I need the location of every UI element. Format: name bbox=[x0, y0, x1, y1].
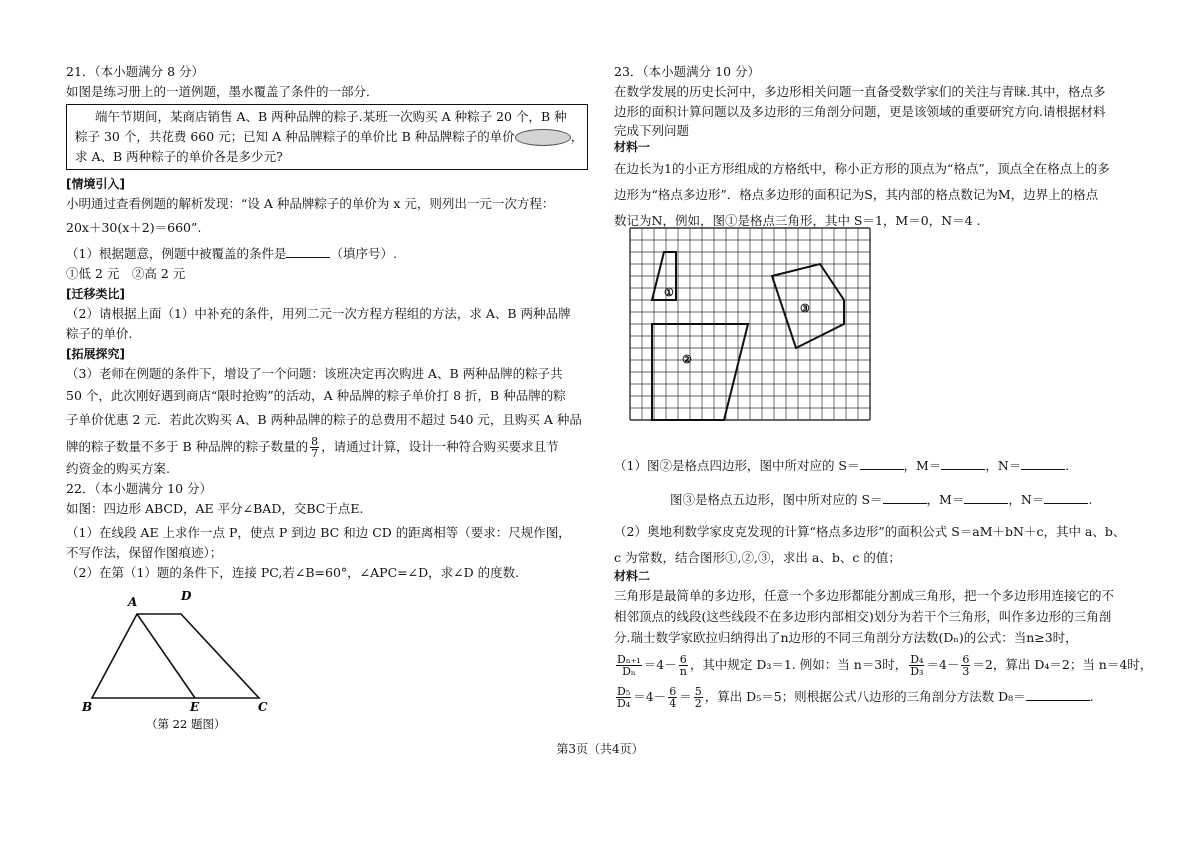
formula-rest: ，其中规定 D₃＝1. 例如：当 n＝3时， bbox=[689, 657, 908, 672]
q22-line1: 如图：四边形 ABCD，AE 平分∠BAD，交BC于点E. bbox=[66, 501, 364, 516]
frac-numerator: 8 bbox=[311, 435, 319, 448]
q21-part1 bbox=[66, 244, 594, 264]
q23-line2: 边形的面积计算问题以及多边形的三角剖分问题，更是该领域的重要研究方向.请根据材料 bbox=[614, 104, 1106, 119]
m1-line2: 边形为“格点多边形”．格点多边形的面积记为S，其内部的格点数记为M，边界上的格点 bbox=[614, 187, 1099, 202]
ink-blot-icon bbox=[515, 129, 571, 146]
p1-n-label: ，N＝ bbox=[985, 458, 1022, 473]
answer-blank-s2[interactable] bbox=[860, 456, 904, 470]
frac-d4-d3 bbox=[909, 654, 924, 677]
formula-rest: ＝2，算出 D₄＝2；当 n＝4时， bbox=[972, 657, 1153, 672]
answer-blank[interactable] bbox=[286, 244, 330, 258]
answer-blank-d8[interactable] bbox=[1026, 687, 1090, 701]
label-d: D bbox=[181, 589, 192, 603]
q21-box-line1: 端午节期间，某商店销售 A、B 两种品牌的粽子.某班一次购买 A 种粽子 20 个，B 种 bbox=[95, 109, 567, 124]
p1b-m-label: ，M＝ bbox=[926, 492, 965, 507]
q21-section-transfer: [迁移类比] bbox=[66, 287, 125, 301]
q21-part3-line3: 子单价优惠 2 元．若此次购买 A、B 两种品牌的粽子的总费用不超过 540 元，且购买 A 种品 bbox=[66, 412, 582, 427]
frac-den: 3 bbox=[962, 665, 970, 678]
q21-box-line3: 求 A、B 两种粽子的单价各是多少元? bbox=[75, 149, 283, 164]
answer-blank-n2[interactable] bbox=[1021, 456, 1065, 470]
p1-m-label: ，M＝ bbox=[903, 458, 942, 473]
frac-num: 6 bbox=[962, 653, 970, 666]
formula-end: . bbox=[1089, 689, 1094, 704]
q21-equation: 20x＋30(x＋2)＝660”. bbox=[66, 220, 202, 235]
m2-line2: 相邻顶点的线段(这些线段不在多边形内部相交)划分为若干个三角形，叫作多边形的三角剖 bbox=[614, 609, 1112, 624]
formula-mid: ＝4－ bbox=[926, 657, 960, 672]
figure-caption: （第 22 题图） bbox=[146, 717, 226, 731]
label-circled-2: ② bbox=[682, 353, 692, 366]
m1-line3: 数记为N，例如，图①是格点三角形，其中 S＝1，M＝0，N＝4 . bbox=[614, 213, 981, 228]
left-column bbox=[66, 62, 594, 583]
q21-part3-line4 bbox=[66, 436, 594, 459]
answer-blank-n3[interactable] bbox=[1044, 490, 1088, 504]
formula-mid: ＝4－ bbox=[643, 657, 677, 672]
q21-part1-text: （1）根据题意，例题中被覆盖的条件是 bbox=[66, 246, 287, 261]
answer-blank-m3[interactable] bbox=[964, 490, 1008, 504]
p1-line bbox=[614, 448, 1144, 484]
frac-dn1-dn bbox=[616, 654, 642, 677]
fraction-8-7 bbox=[310, 436, 319, 459]
q22-line2: （1）在线段 AE 上求作一点 P，使点 P 到边 BC 和边 CD 的距离相等（要求：尺规作图， bbox=[66, 525, 571, 540]
m2-line3: 分.瑞士数学家欧拉归纳得出了n边形的不同三角剖分方法数(Dₙ)的公式：当n≥3时， bbox=[614, 630, 1078, 645]
p2-line1: （2）奥地利数学家皮克发现的计算“格点多边形”的面积公式 S＝aM＋bN＋c，其中 a、b、 bbox=[614, 524, 1126, 539]
frac-num: D₄ bbox=[910, 653, 924, 666]
material-one-title: 材料一 bbox=[614, 140, 651, 154]
frac-den: 4 bbox=[669, 697, 677, 710]
frac-den: D₄ bbox=[617, 697, 631, 710]
label-e: E bbox=[190, 700, 200, 714]
formula-line2 bbox=[614, 682, 1144, 712]
q21-box-line2 bbox=[75, 127, 584, 147]
q21-part3-line5: 约资金的购买方案. bbox=[66, 461, 170, 476]
q21-part3-line4-text: 牌的粽子数量不多于 B 种品牌的粽子数量的 bbox=[66, 439, 309, 454]
material-two-title: 材料二 bbox=[614, 569, 651, 583]
label-a: A bbox=[128, 595, 138, 609]
q22-line3: 不写作法，保留作图痕迹）； bbox=[66, 545, 223, 560]
q22-line4: （2）在第（1）题的条件下，连接 PC,若∠B=60°，∠APC=∠D，求∠D 的度数. bbox=[66, 565, 520, 580]
q21-box-line2-text: 粽子 30 个，共花费 660 元；已知 A 种品牌粽子的单价比 B 种品牌粽子的单价 bbox=[75, 129, 515, 144]
q21-box-line2-comma: ， bbox=[570, 129, 584, 144]
p1-s-label: （1）图②是格点四边形，图中所对应的 S＝ bbox=[614, 458, 860, 473]
frac-num: D₅ bbox=[617, 685, 631, 698]
label-circled-1: ① bbox=[664, 286, 674, 299]
frac-denominator: 7 bbox=[311, 447, 319, 460]
q21-part3-line4-tail: ，请通过计算，设计一种符合购买要求且节 bbox=[321, 439, 559, 454]
frac-num: 6 bbox=[679, 653, 687, 666]
q21-options: ①低 2 元 ②高 2 元 bbox=[66, 266, 186, 281]
formula-rest: ，算出 D₅＝5；则根据公式八边形的三角剖分方法数 D₈＝ bbox=[704, 689, 1026, 704]
q21-part2-line2: 粽子的单价. bbox=[66, 326, 133, 341]
p1b-line bbox=[614, 484, 1144, 516]
frac-6-4 bbox=[668, 686, 677, 709]
p2-line2: c 为常数，结合图形①,②,③，求出 a、b、c 的值； bbox=[614, 550, 901, 565]
frac-den: D₃ bbox=[910, 665, 924, 678]
formula-eq: ＝ bbox=[679, 689, 692, 704]
m2-line1: 三角形是最简单的多边形，任意一个多边形都能分割成三角形，把一个多边形用连接它的不 bbox=[614, 588, 1115, 603]
q23-line1: 在数学发展的历史长河中，多边形相关问题一直备受数学家们的关注与青睐.其中，格点多 bbox=[614, 84, 1106, 99]
p1b-n-label: ，N＝ bbox=[1008, 492, 1045, 507]
q21-intro: 如图是练习册上的一道例题，墨水覆盖了条件的一部分． bbox=[66, 84, 379, 99]
frac-6-3 bbox=[961, 654, 970, 677]
label-circled-3: ③ bbox=[800, 302, 810, 315]
label-b: B bbox=[82, 700, 93, 714]
page-footer: 第3页（共4页） bbox=[556, 742, 644, 756]
p1-end: . bbox=[1065, 458, 1070, 473]
m1-line1: 在边长为1的小正方形组成的方格纸中，称小正方形的顶点为“格点”，顶点全在格点上的多 bbox=[614, 161, 1110, 176]
frac-6-n bbox=[679, 654, 688, 677]
answer-blank-s3[interactable] bbox=[883, 490, 927, 504]
frac-den: Dₙ bbox=[622, 665, 636, 678]
q21-part3-line2: 50 个，此次刚好遇到商店“限时抢购”的活动，A 种品牌的粽子单价打 8 折，B 种品牌的粽 bbox=[66, 388, 566, 403]
q21-s1-line1: 小明通过查看例题的解析发现：“设 A 种品牌粽子的单价为 x 元，则列出一元一次方程： bbox=[66, 196, 555, 211]
p1b-s-label: 图③是格点五边形，图中所对应的 S＝ bbox=[670, 492, 883, 507]
q21-example-box bbox=[66, 104, 588, 170]
q21-part3-line1: （3）老师在例题的条件下，增设了一个问题：该班决定再次购进 A、B 两种品牌的粽子共 bbox=[66, 366, 563, 381]
q23-line3: 完成下列问题 bbox=[614, 123, 690, 138]
q22-header: 22．（本小题满分 10 分） bbox=[66, 481, 213, 496]
frac-num: 5 bbox=[694, 685, 702, 698]
lattice-grid-figure bbox=[628, 226, 872, 426]
q21-part1-tail: （填序号）. bbox=[330, 246, 397, 261]
frac-den: n bbox=[679, 665, 687, 678]
formula-mid: ＝4－ bbox=[633, 689, 667, 704]
frac-num: Dₙ₊₁ bbox=[617, 653, 641, 666]
p1b-end: . bbox=[1088, 492, 1093, 507]
q21-part2-line1: （2）请根据上面（1）中补充的条件，用列二元一次方程方程组的方法，求 A、B 两种品牌 bbox=[66, 306, 571, 321]
frac-num: 6 bbox=[669, 685, 677, 698]
q21-section-intro: [情境引入] bbox=[66, 177, 125, 191]
q22-figure bbox=[76, 586, 286, 736]
segment-ae bbox=[137, 614, 195, 698]
label-c: C bbox=[258, 700, 268, 714]
answer-blank-m2[interactable] bbox=[941, 456, 985, 470]
q21-section-explore: [拓展探究] bbox=[66, 347, 125, 361]
q23-header: 23．（本小题满分 10 分） bbox=[614, 64, 761, 79]
formula-line1 bbox=[614, 648, 1153, 682]
frac-den: 2 bbox=[694, 697, 702, 710]
frac-d5-d4 bbox=[616, 686, 631, 709]
frac-5-2 bbox=[694, 686, 703, 709]
q21-header: 21．（本小题满分 8 分） bbox=[66, 64, 205, 79]
trapezoid-abcd bbox=[92, 614, 259, 698]
